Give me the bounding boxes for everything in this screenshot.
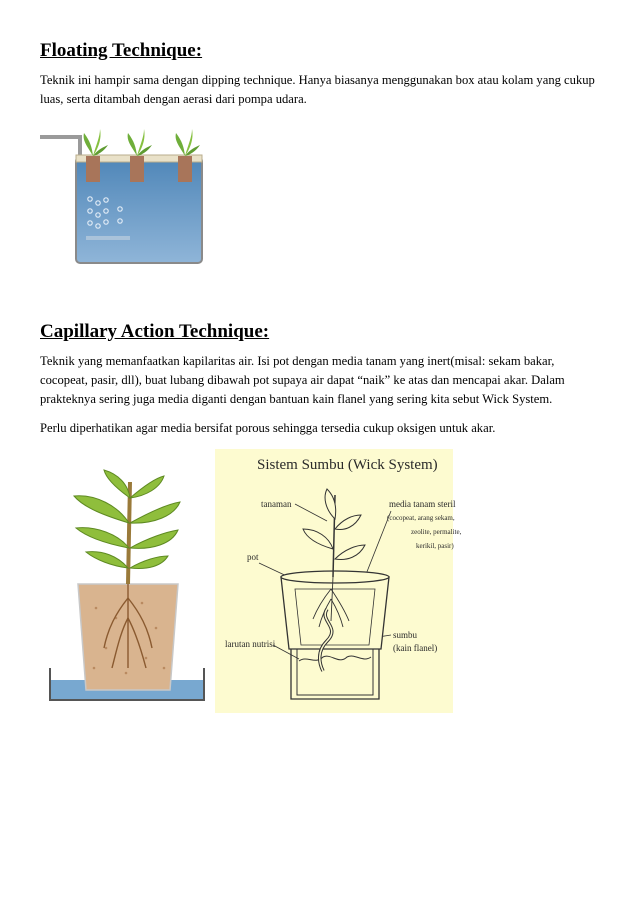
label-pot: pot [247, 552, 259, 562]
floating-technique-illustration [38, 123, 208, 268]
capillary-pot-illustration [46, 468, 210, 708]
label-kain-flanel: (kain flanel) [393, 643, 438, 653]
floating-paragraph: Teknik ini hampir sama dengan dipping technique. Hanya biasanya menggunakan box atau kolam yang cukup luas, serta ditambah dengan aerasi dari pompa udara. [40, 73, 595, 106]
label-sumbu: sumbu [393, 630, 418, 640]
wick-diagram-title: Sistem Sumbu (Wick System) [257, 457, 438, 473]
section-title-capillary: Capillary Action Technique: [40, 321, 270, 342]
label-larutan-nutrisi: larutan nutrisi [225, 639, 276, 649]
label-media-detail-1: (cocopeat, arang sekam, [387, 514, 455, 522]
label-media-detail-2: zeolite, permalite, [411, 528, 462, 536]
capillary-paragraph-1: Teknik yang memanfaatkan kapilaritas air. Isi pot dengan media tanam yang inert(misal: sekam bakar, cocopeat, pasir, dll), buat lubang dibawah pot supaya air dapat “naik” ke atas dan mencapai akar. Dalam prakteknya sering juga media diganti dengan bantuan kain flanel yang sering kita sebut Wick System. [40, 354, 565, 406]
label-media-detail-3: kerikil, pasir) [416, 542, 454, 550]
wick-system-diagram [215, 449, 462, 713]
section-title-floating: Floating Technique: [40, 40, 203, 61]
label-tanaman: tanaman [261, 499, 292, 509]
label-media-tanam: media tanam steril [389, 499, 456, 509]
capillary-paragraph-2: Perlu diperhatikan agar media bersifat porous sehingga tersedia cukup oksigen untuk akar. [40, 421, 496, 435]
